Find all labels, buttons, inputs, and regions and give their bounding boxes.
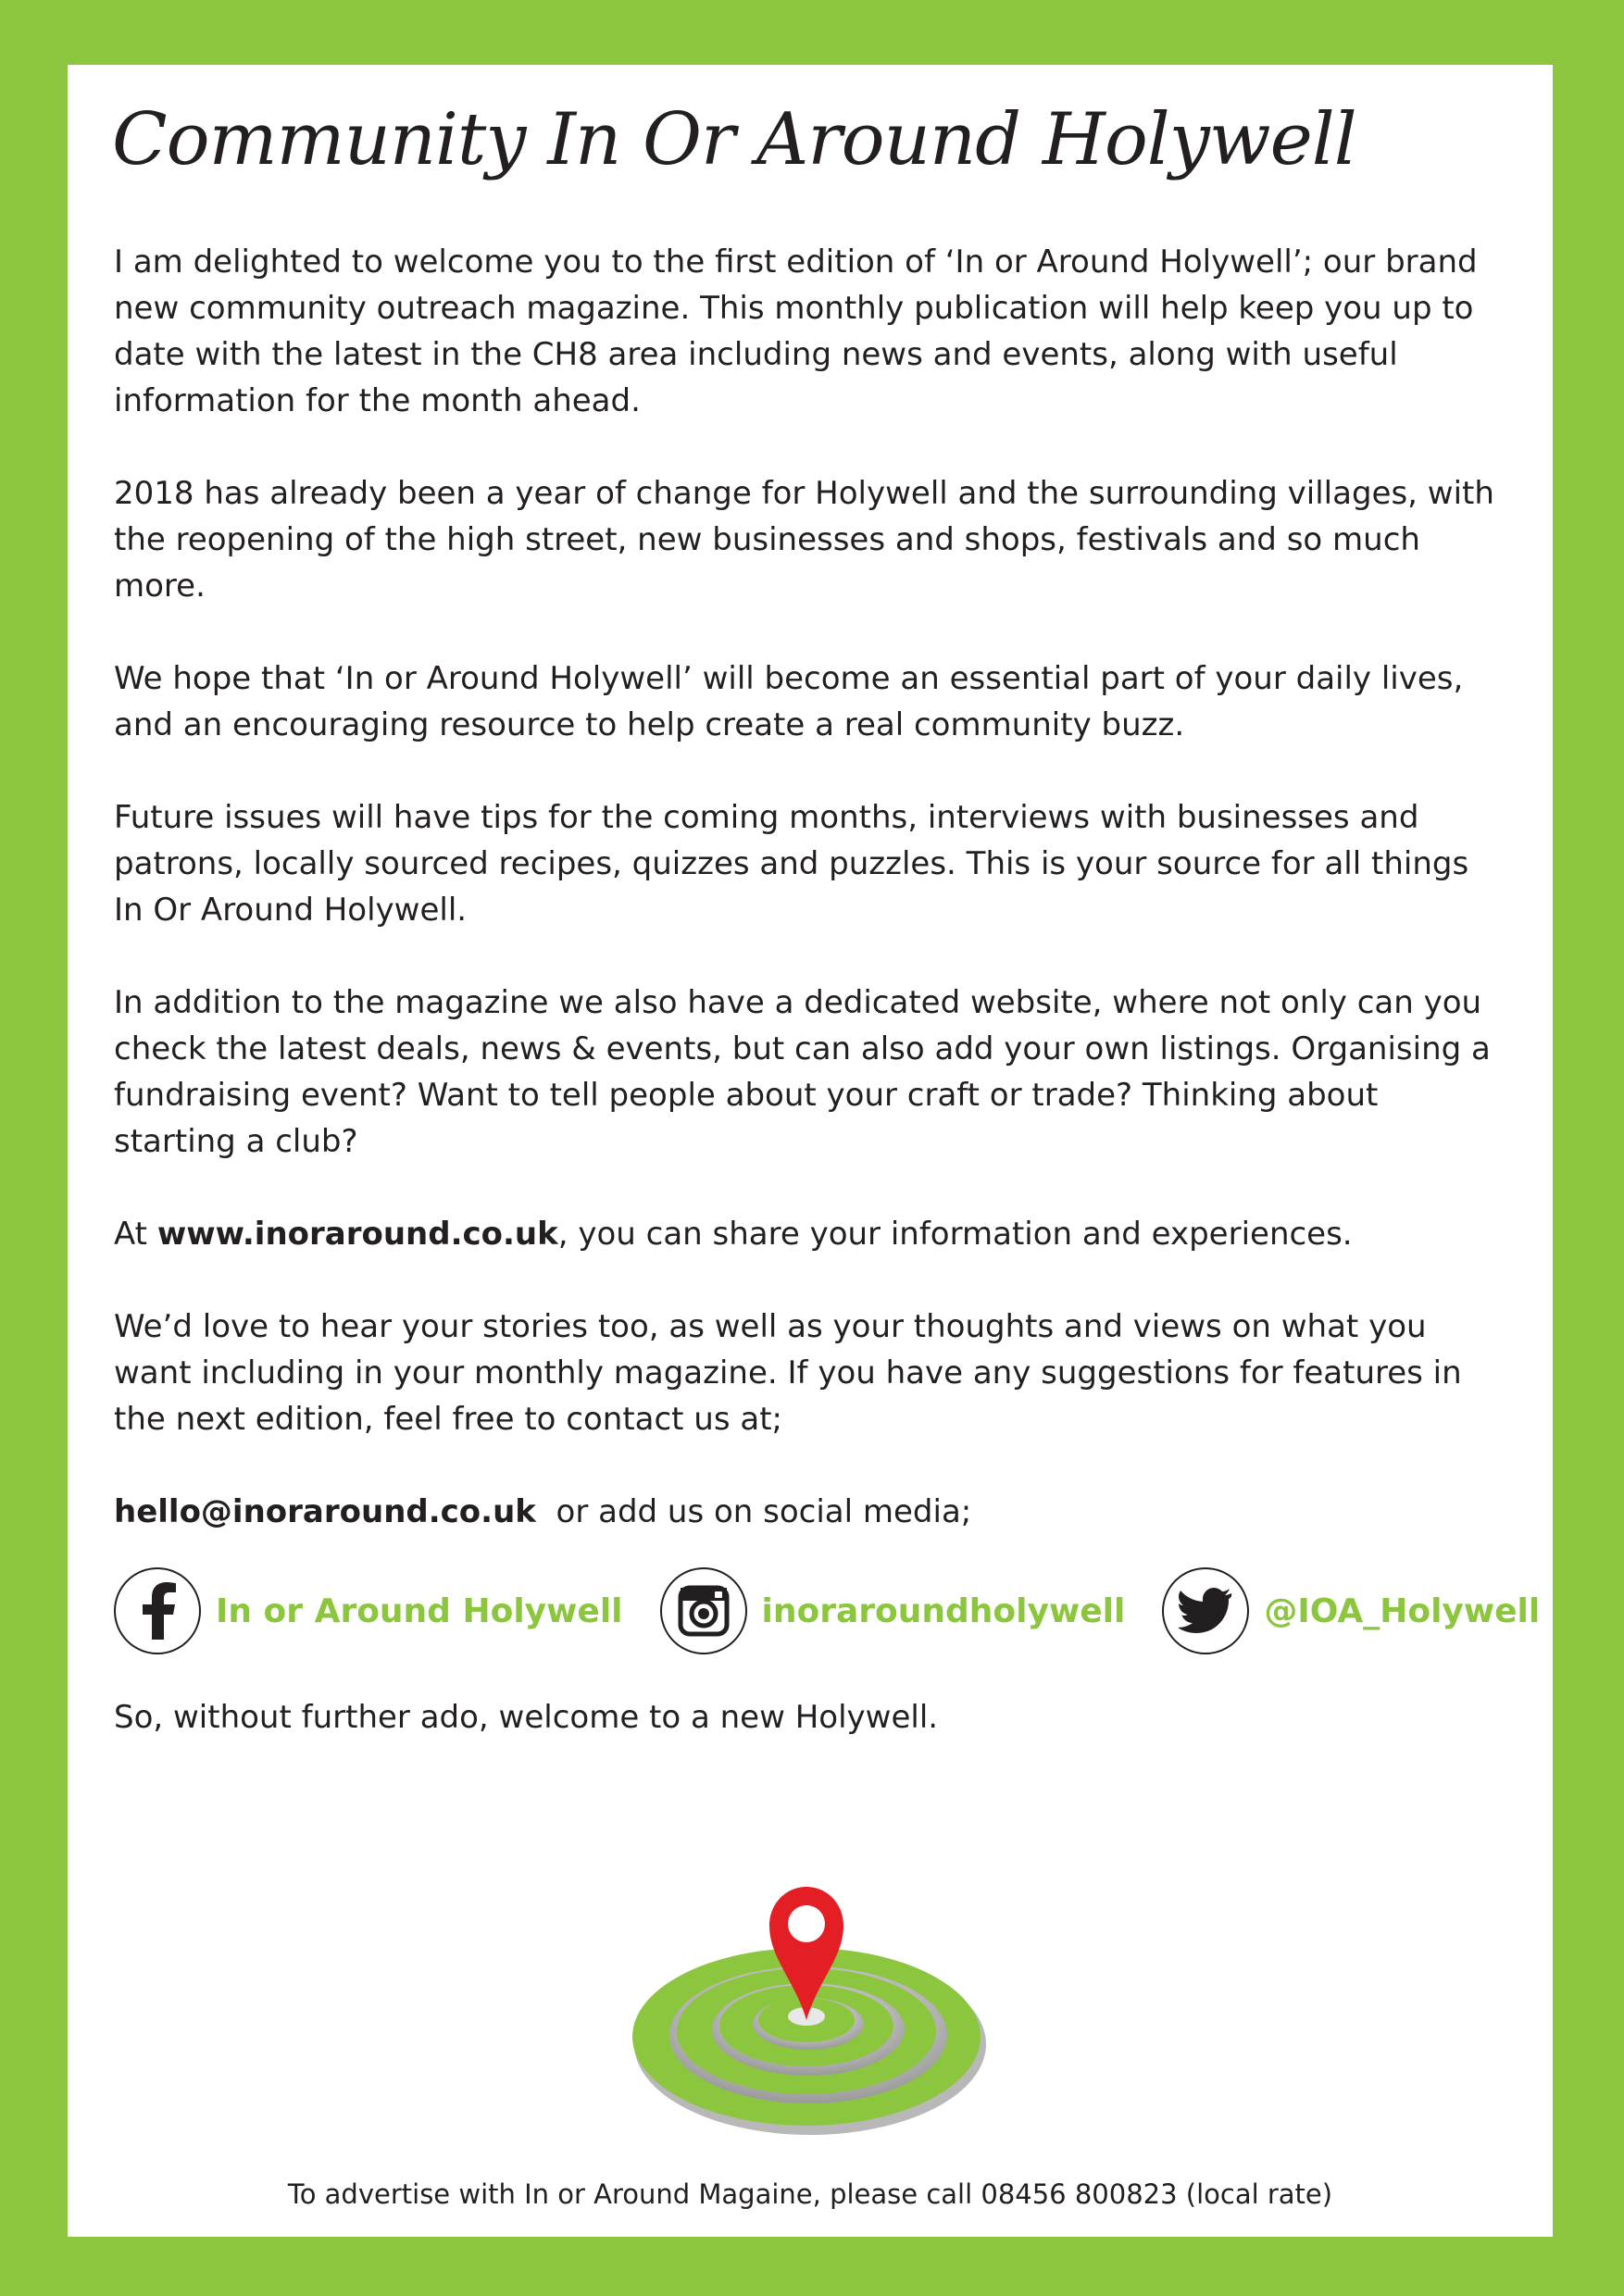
location-pin-logo xyxy=(614,1861,1003,2157)
article-body xyxy=(114,239,1541,1787)
social-facebook[interactable] xyxy=(114,1567,623,1654)
social-twitter[interactable] xyxy=(1162,1567,1540,1654)
website-link[interactable]: www.inoraround.co.uk xyxy=(156,1216,558,1253)
share-prefix: At xyxy=(114,1216,157,1253)
instagram-icon xyxy=(660,1567,747,1654)
facebook-handle: In or Around Holywell xyxy=(216,1591,623,1630)
twitter-handle: @IOA_Holywell xyxy=(1264,1591,1541,1630)
email-link[interactable]: hello@inoraround.co.uk xyxy=(114,1493,536,1530)
paragraph-stories: We’d love to hear your stories too, as well as your thoughts and views on what you want including in your monthly magazine. If you have any suggestions for features in the next edition, feel free to contact us at; xyxy=(114,1308,1462,1438)
paragraph-closing: So, without further ado, welcome to a new Holywell. xyxy=(114,1699,939,1736)
social-media-row xyxy=(114,1565,1541,1657)
paragraph-year-of-change: 2018 has already been a year of change for Holywell and the surrounding villages, with the reopening of the high street, new businesses and shops, festivals and so much more. xyxy=(114,475,1494,605)
paragraph-website: In addition to the magazine we also have a dedicated website, where not only can you check the latest deals, news & events, but can also add your own listings. Organising a fundraising event? Want to tell people about your craft or trade? Thinking about starting a club? xyxy=(114,984,1491,1160)
paragraph-future-issues: Future issues will have tips for the coming months, interviews with businesses and patrons, locally sourced recipes, quizzes and puzzles. This is your source for all things In Or Around Holywell. xyxy=(114,799,1469,929)
twitter-icon xyxy=(1162,1567,1249,1654)
paragraph-hope: We hope that ‘In or Around Holywell’ will become an essential part of your daily lives, and an encouraging resource to help create a real community buzz. xyxy=(114,660,1464,743)
contact-suffix: or add us on social media; xyxy=(535,1493,972,1530)
instagram-handle: inoraroundholywell xyxy=(761,1591,1126,1630)
paragraph-contact xyxy=(114,1489,1503,1535)
paragraph-welcome: I am delighted to welcome you to the first edition of ‘In or Around Holywell’; our brand new community outreach magazine. This monthly publication will help keep you up to date with the latest in the CH8 area including news and events, along with useful information for the month ahead. xyxy=(114,243,1478,419)
paragraph-share xyxy=(114,1211,1503,1257)
social-instagram[interactable] xyxy=(660,1567,1126,1654)
facebook-icon xyxy=(114,1567,201,1654)
page-title: Community In Or Around Holywell xyxy=(112,98,1356,181)
share-suffix: , you can share your information and experiences. xyxy=(557,1216,1353,1253)
advertise-footer: To advertise with In or Around Magaine, please call 08456 800823 (local rate) xyxy=(287,2178,1333,2210)
magazine-page xyxy=(68,65,1553,2237)
